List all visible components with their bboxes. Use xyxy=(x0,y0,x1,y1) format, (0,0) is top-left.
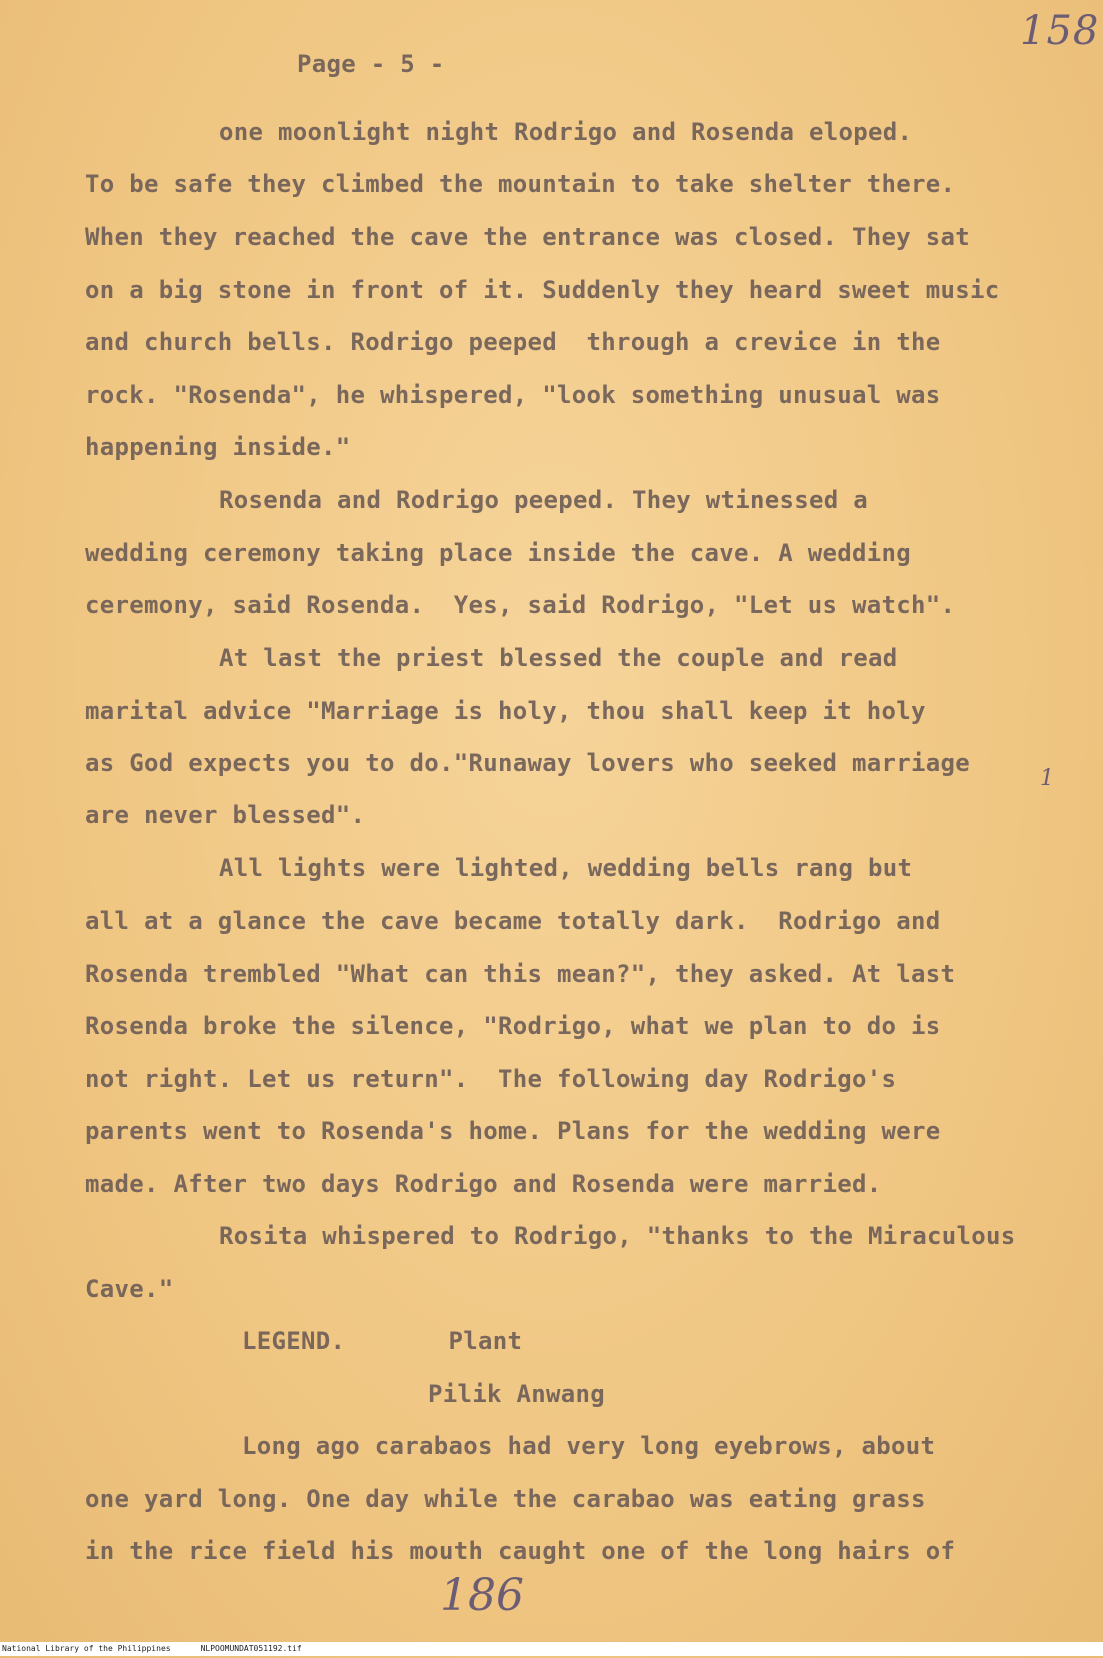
text-line-17: Rosenda trembled "What can this mean?", they asked. At last xyxy=(85,960,956,988)
text-line-1: one moonlight night Rodrigo and Rosenda eloped. xyxy=(219,118,913,146)
text-line-8: Rosenda and Rodrigo peeped. They wtinessed a xyxy=(219,486,868,514)
footer-library: National Library of the Philippines xyxy=(2,1644,171,1653)
text-line-21: made. After two days Rodrigo and Rosenda were married. xyxy=(85,1170,882,1198)
margin-mark: 1 xyxy=(1040,766,1054,791)
text-line-10: ceremony, said Rosenda. Yes, said Rodrigo, "Let us watch". xyxy=(85,591,956,619)
text-line-13: as God expects you to do."Runaway lovers who seeked marriage xyxy=(85,749,970,777)
text-line-5: and church bells. Rodrigo peeped through a crevice in the xyxy=(85,328,941,356)
text-line-14: are never blessed". xyxy=(85,801,366,829)
text-line-16: all at a glance the cave became totally dark. Rodrigo and xyxy=(85,907,941,935)
text-line-15: All lights were lighted, wedding bells rang but xyxy=(219,854,913,882)
text-line-6: rock. "Rosenda", he whispered, "look something unusual was xyxy=(85,381,941,409)
page-number-stamp-bottom: 186 xyxy=(440,1570,524,1621)
page-label: Page - 5 - xyxy=(297,50,445,78)
legend-title: Pilik Anwang xyxy=(428,1380,605,1408)
text-line-9: wedding ceremony taking place inside the cave. A wedding xyxy=(85,539,911,567)
text-line-19: not right. Let us return". The following day Rodrigo's xyxy=(85,1065,897,1093)
text-line-3: When they reached the cave the entrance was closed. They sat xyxy=(85,223,970,251)
text-line-22: Rosita whispered to Rodrigo, "thanks to the Miraculous xyxy=(219,1222,1016,1250)
footer-file-id: NLPOOMUNDAT051192.tif xyxy=(200,1644,302,1653)
text-line-25: one yard long. One day while the carabao was eating grass xyxy=(85,1485,926,1513)
scan-footer xyxy=(0,1642,1103,1656)
text-line-24: Long ago carabaos had very long eyebrows, about xyxy=(242,1432,936,1460)
text-line-20: parents went to Rosenda's home. Plans for the wedding were xyxy=(85,1117,941,1145)
text-line-7: happening inside." xyxy=(85,433,351,461)
text-line-11: At last the priest blessed the couple and read xyxy=(219,644,898,672)
text-line-12: marital advice "Marriage is holy, thou shall keep it holy xyxy=(85,697,926,725)
text-line-4: on a big stone in front of it. Suddenly they heard sweet music xyxy=(85,276,1000,304)
legend-heading: LEGEND. Plant xyxy=(242,1327,523,1355)
text-line-23: Cave." xyxy=(85,1275,174,1303)
text-line-18: Rosenda broke the silence, "Rodrigo, what we plan to do is xyxy=(85,1012,941,1040)
text-line-2: To be safe they climbed the mountain to take shelter there. xyxy=(85,170,956,198)
text-line-26: in the rice field his mouth caught one of the long hairs of xyxy=(85,1537,956,1565)
page-number-stamp-top: 158 xyxy=(1020,8,1100,54)
